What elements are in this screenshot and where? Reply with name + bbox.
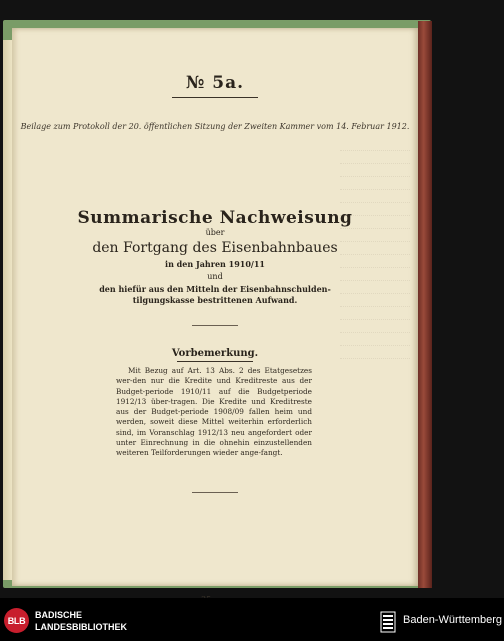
bw-name[interactable]: Baden-Württemberg <box>403 614 503 626</box>
blb-name[interactable] <box>35 609 127 633</box>
document-title: Summarische Nachweisung <box>77 208 353 228</box>
separator-rule <box>192 325 238 326</box>
bw-crest-icon <box>380 611 396 633</box>
title-fortgang: den Fortgang des Eisenbahnbaues <box>92 240 338 256</box>
document-page <box>12 28 418 586</box>
vorbemerkung-heading: Vorbemerkung. <box>171 348 259 359</box>
title-ueber: über <box>205 228 225 237</box>
title-hiefuer-line2: tilgungskasse bestrittenen Aufwand. <box>132 295 298 305</box>
separator-rule <box>192 492 238 493</box>
document-number-underline <box>172 97 258 98</box>
vorbemerkung-underline <box>177 361 253 362</box>
title-hiefuer <box>12 284 418 306</box>
title-jahre: in den Jahren 1910/11 <box>165 259 265 269</box>
title-hiefuer-line1: den hiefür aus den Mitteln der Eisenbahnschulden- <box>99 284 331 294</box>
vorbemerkung-text: Mit Bezug auf Art. 13 Abs. 2 des Etatgesetzes wer-den nur die Kredite und Kreditreste aus der Budget-periode 1910/11 auf die Budgetperiode 1912/13 über-tragen. Die Kredite und Kreditreste aus der Budget-periode 1908/09 fallen heim und werden, soweit diese Mittel weiterhin erforderlich sind, im Voranschlag 1912/13 neu angefordert oder unter Einrechnung in die ohnehin einzustellenden weiteren Teilforderungen wieder ange-fangt. <box>116 366 312 458</box>
document-subtitle: Beilage zum Protokoll der 20. öffentlichen Sitzung der Zweiten Kammer vom 14. Februar 1912. <box>20 122 410 131</box>
document-number: № 5a. <box>185 73 245 93</box>
blb-name-line2: LANDESBIBLIOTHEK <box>35 622 127 632</box>
book-binding <box>418 21 432 588</box>
blb-logo[interactable] <box>4 608 29 633</box>
blb-logo-text: BLB <box>7 615 26 626</box>
blb-name-line1: BADISCHE <box>35 610 83 620</box>
title-und: und <box>207 272 223 281</box>
